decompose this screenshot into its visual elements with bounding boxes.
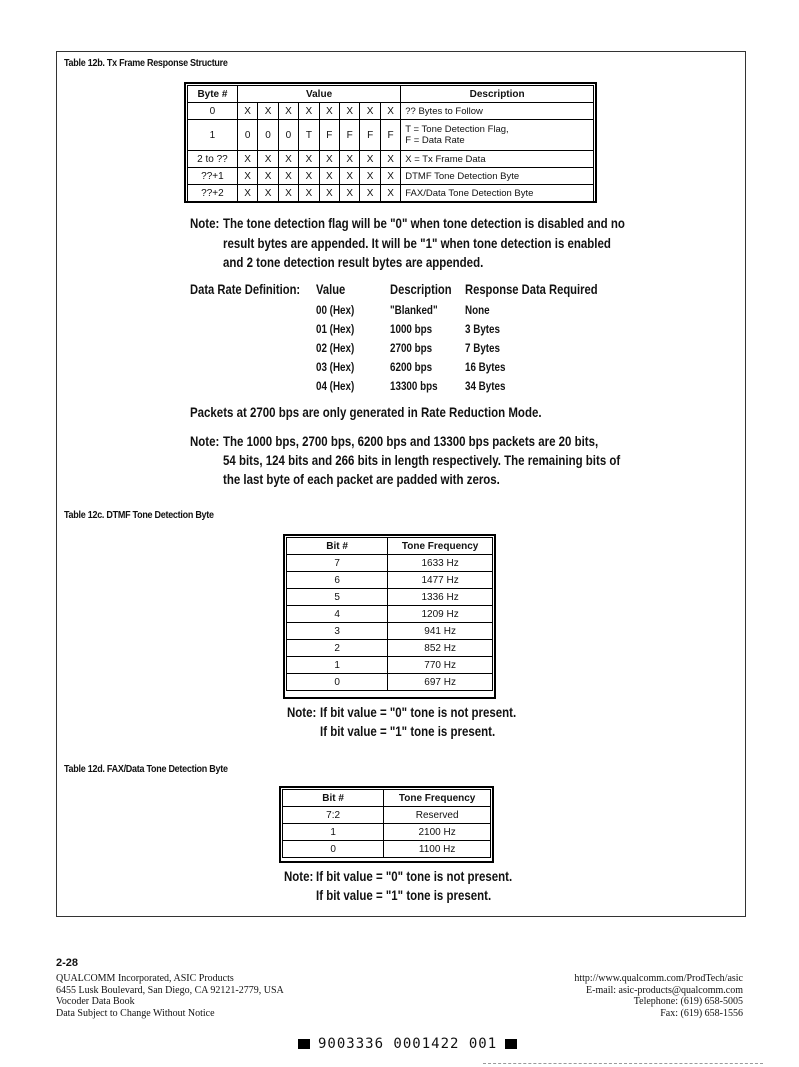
bit-value-cell: X xyxy=(319,168,339,185)
col-header-description: Description xyxy=(401,86,594,103)
bit-value-cell: X xyxy=(299,151,319,168)
bit-value-cell: 0 xyxy=(258,120,278,151)
description-cell xyxy=(401,103,594,120)
bit-number-cell: 2 xyxy=(287,640,388,657)
table-12c-title: Table 12c. DTMF Tone Detection Byte xyxy=(64,510,214,521)
data-rate-description: "Blanked" xyxy=(390,303,438,317)
table-12c-note-line-1: If bit value = "0" tone is not present. xyxy=(320,704,517,720)
data-rate-response: 34 Bytes xyxy=(465,379,506,393)
bit-value-cell: X xyxy=(299,103,319,120)
table-row xyxy=(188,185,594,202)
bit-value-cell: 0 xyxy=(237,120,257,151)
description-cell xyxy=(401,151,594,168)
footer-right xyxy=(574,973,743,1019)
data-rate-note-label: Note: xyxy=(190,433,220,449)
barcode-block-left xyxy=(298,1039,310,1049)
table-12d-note-line-1: If bit value = "0" tone is not present. xyxy=(316,868,513,884)
table-row xyxy=(287,674,493,691)
table-row xyxy=(188,103,594,120)
bit-value-cell: X xyxy=(360,103,380,120)
barcode xyxy=(290,1036,525,1052)
description-cell xyxy=(401,168,594,185)
table-row xyxy=(287,640,493,657)
table-row xyxy=(287,572,493,589)
bit-value-cell: X xyxy=(299,185,319,202)
table-12d xyxy=(282,789,491,858)
bit-number-cell: 7:2 xyxy=(283,807,384,824)
footer-email: E-mail: asic-products@qualcomm.com xyxy=(586,984,743,996)
table-12b-note-line-1: The tone detection flag will be "0" when tone detection is disabled and no xyxy=(223,215,625,231)
data-rate-label: Data Rate Definition: xyxy=(190,281,301,297)
col-header-bit: Bit # xyxy=(287,538,388,555)
byte-number-cell: 1 xyxy=(188,120,238,151)
footer-fax: Fax: (619) 658-1556 xyxy=(660,1007,743,1019)
table-row xyxy=(287,589,493,606)
tone-frequency-cell: 1477 Hz xyxy=(388,572,493,589)
table-row xyxy=(283,807,491,824)
col-header-value: Value xyxy=(237,86,400,103)
data-rate-response: 3 Bytes xyxy=(465,322,501,336)
page-number: 2-28 xyxy=(56,957,79,969)
col-header-tone-frequency: Tone Frequency xyxy=(384,790,491,807)
byte-number-cell: 0 xyxy=(188,103,238,120)
data-rate-note-line-1: The 1000 bps, 2700 bps, 6200 bps and 13300 bps packets are 20 bits, xyxy=(223,433,599,449)
table-row xyxy=(283,841,491,858)
col-header-byte: Byte # xyxy=(188,86,238,103)
tone-frequency-cell: 1100 Hz xyxy=(384,841,491,858)
data-rate-value: 01 (Hex) xyxy=(316,322,355,336)
barcode-text: 9003336 0001422 001 xyxy=(318,1036,498,1052)
description-line: ?? Bytes to Follow xyxy=(405,105,483,117)
bit-value-cell: X xyxy=(360,168,380,185)
bit-value-cell: X xyxy=(340,151,360,168)
bit-value-cell: X xyxy=(237,151,257,168)
bit-value-cell: X xyxy=(237,185,257,202)
bit-value-cell: X xyxy=(319,151,339,168)
barcode-block-right xyxy=(505,1039,517,1049)
data-rate-note-line-2: 54 bits, 124 bits and 266 bits in length respectively. The remaining bits of xyxy=(223,452,621,468)
data-rate-value: 02 (Hex) xyxy=(316,341,355,355)
footer-book: Vocoder Data Book xyxy=(56,996,135,1007)
bit-value-cell: X xyxy=(340,185,360,202)
bit-value-cell: F xyxy=(340,120,360,151)
data-rate-description: 13300 bps xyxy=(390,379,438,393)
byte-number-cell: ??+1 xyxy=(188,168,238,185)
table-row xyxy=(188,151,594,168)
bit-value-cell: X xyxy=(237,103,257,120)
bit-number-cell: 7 xyxy=(287,555,388,572)
bit-value-cell: X xyxy=(340,103,360,120)
bit-value-cell: X xyxy=(278,185,298,202)
bit-value-cell: X xyxy=(258,151,278,168)
footer-left xyxy=(56,973,284,1019)
data-rate-value: 03 (Hex) xyxy=(316,360,355,374)
footer-url: http://www.qualcomm.com/ProdTech/asic xyxy=(574,973,743,984)
data-rate-header-response: Response Data Required xyxy=(465,281,598,297)
description-line: FAX/Data Tone Detection Byte xyxy=(405,187,534,199)
data-rate-response: 7 Bytes xyxy=(465,341,501,355)
bit-number-cell: 6 xyxy=(287,572,388,589)
bit-number-cell: 1 xyxy=(283,824,384,841)
tone-frequency-cell: 1209 Hz xyxy=(388,606,493,623)
bit-value-cell: X xyxy=(380,185,400,202)
footer-telephone: Telephone: (619) 658-5005 xyxy=(633,996,743,1007)
bit-value-cell: X xyxy=(360,151,380,168)
data-rate-response: None xyxy=(465,303,490,317)
description-line: T = Tone Detection Flag, xyxy=(405,124,509,135)
bit-value-cell: X xyxy=(319,103,339,120)
bit-value-cell: F xyxy=(360,120,380,151)
bit-number-cell: 0 xyxy=(283,841,384,858)
table-12c xyxy=(286,537,493,691)
table-12d-note-label: Note: xyxy=(284,868,314,884)
data-rate-description: 2700 bps xyxy=(390,341,433,355)
description-line: X = Tx Frame Data xyxy=(405,153,486,165)
table-row xyxy=(287,623,493,640)
bit-value-cell: X xyxy=(380,103,400,120)
bit-value-cell: X xyxy=(278,168,298,185)
data-rate-value: 00 (Hex) xyxy=(316,303,355,317)
table-row xyxy=(287,657,493,674)
packets-line: Packets at 2700 bps are only generated in Rate Reduction Mode. xyxy=(190,404,542,420)
bit-value-cell: F xyxy=(319,120,339,151)
table-12d-title: Table 12d. FAX/Data Tone Detection Byte xyxy=(64,764,228,775)
bit-value-cell: X xyxy=(340,168,360,185)
table-row xyxy=(283,824,491,841)
bit-value-cell: X xyxy=(380,168,400,185)
tone-frequency-cell: 941 Hz xyxy=(388,623,493,640)
bottom-dashed-rule xyxy=(483,1063,763,1064)
bit-number-cell: 5 xyxy=(287,589,388,606)
byte-number-cell: 2 to ?? xyxy=(188,151,238,168)
table-row xyxy=(188,120,594,151)
bit-value-cell: T xyxy=(299,120,319,151)
bit-value-cell: X xyxy=(278,103,298,120)
table-12b-title: Table 12b. Tx Frame Response Structure xyxy=(64,58,228,69)
footer-address: 6455 Lusk Boulevard, San Diego, CA 92121-2779, USA xyxy=(56,984,284,996)
bit-value-cell: 0 xyxy=(278,120,298,151)
table-12d-note-line-2: If bit value = "1" tone is present. xyxy=(316,887,492,903)
data-rate-header-description: Description xyxy=(390,281,452,297)
table-row xyxy=(287,555,493,572)
bit-value-cell: F xyxy=(380,120,400,151)
bit-number-cell: 1 xyxy=(287,657,388,674)
tone-frequency-cell: 2100 Hz xyxy=(384,824,491,841)
tone-frequency-cell: 697 Hz xyxy=(388,674,493,691)
data-rate-header-value: Value xyxy=(316,281,346,297)
table-12b-note-label: Note: xyxy=(190,215,220,231)
bit-value-cell: X xyxy=(380,151,400,168)
description-line: DTMF Tone Detection Byte xyxy=(405,170,520,182)
table-12b-note-line-3: and 2 tone detection result bytes are appended. xyxy=(223,254,484,270)
data-rate-description: 6200 bps xyxy=(390,360,433,374)
table-row xyxy=(287,606,493,623)
tone-frequency-cell: 852 Hz xyxy=(388,640,493,657)
bit-value-cell: X xyxy=(258,168,278,185)
table-12c-note-label: Note: xyxy=(287,704,317,720)
tone-frequency-cell: 770 Hz xyxy=(388,657,493,674)
bit-value-cell: X xyxy=(319,185,339,202)
data-rate-note-line-3: the last byte of each packet are padded with zeros. xyxy=(223,471,500,487)
table-12b-note-line-2: result bytes are appended. It will be "1" when tone detection is enabled xyxy=(223,235,611,251)
tone-frequency-cell: 1633 Hz xyxy=(388,555,493,572)
table-12b xyxy=(187,85,594,202)
description-cell xyxy=(401,120,594,151)
bit-value-cell: X xyxy=(258,103,278,120)
bit-number-cell: 4 xyxy=(287,606,388,623)
bit-value-cell: X xyxy=(278,151,298,168)
bit-value-cell: X xyxy=(237,168,257,185)
byte-number-cell: ??+2 xyxy=(188,185,238,202)
tone-frequency-cell: Reserved xyxy=(384,807,491,824)
data-rate-description: 1000 bps xyxy=(390,322,433,336)
bit-number-cell: 3 xyxy=(287,623,388,640)
description-cell xyxy=(401,185,594,202)
bit-number-cell: 0 xyxy=(287,674,388,691)
col-header-tone-frequency: Tone Frequency xyxy=(388,538,493,555)
col-header-bit: Bit # xyxy=(283,790,384,807)
footer-notice: Data Subject to Change Without Notice xyxy=(56,1007,215,1019)
footer-company: QUALCOMM Incorporated, ASIC Products xyxy=(56,973,234,984)
data-rate-value: 04 (Hex) xyxy=(316,379,355,393)
bit-value-cell: X xyxy=(258,185,278,202)
bit-value-cell: X xyxy=(299,168,319,185)
description-line: F = Data Rate xyxy=(405,135,465,146)
table-row xyxy=(188,168,594,185)
tone-frequency-cell: 1336 Hz xyxy=(388,589,493,606)
table-12c-note-line-2: If bit value = "1" tone is present. xyxy=(320,723,496,739)
data-rate-response: 16 Bytes xyxy=(465,360,506,374)
bit-value-cell: X xyxy=(360,185,380,202)
